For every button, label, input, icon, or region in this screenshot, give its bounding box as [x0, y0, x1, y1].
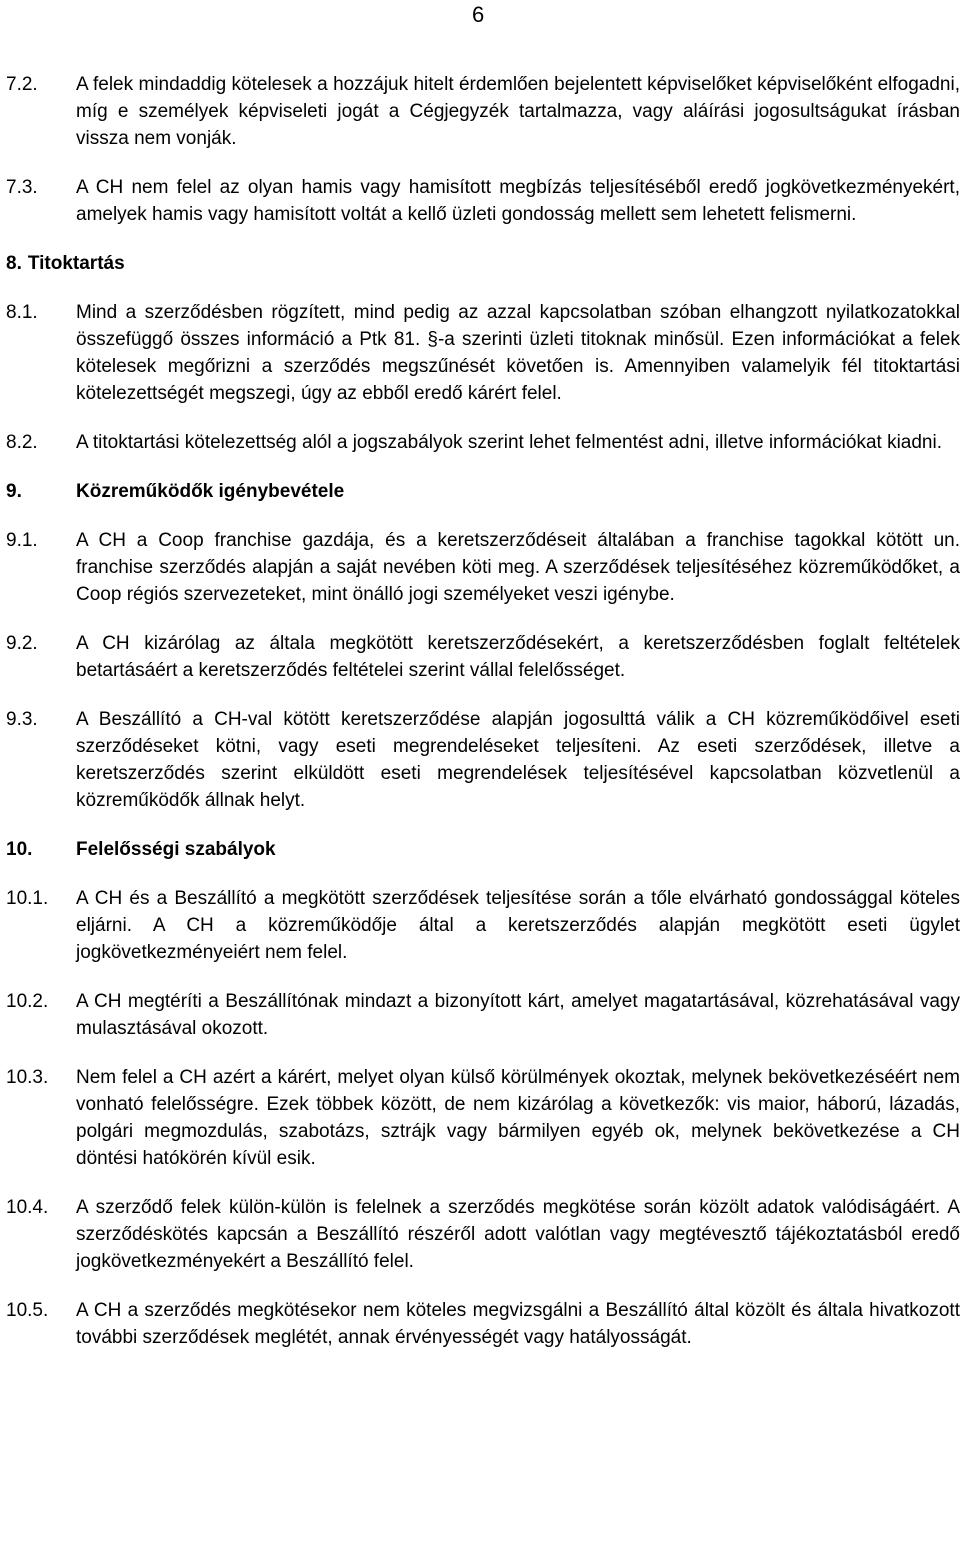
- clause-10-1: [6, 885, 960, 966]
- clause-number: 7.3.: [6, 177, 38, 198]
- section-number: 9.: [6, 481, 22, 502]
- clause-number: 9.1.: [6, 530, 38, 551]
- clause-9-2: [6, 630, 960, 684]
- clause-10-2: [6, 988, 960, 1042]
- clause-text: Nem felel a CH azért a kárért, melyet olyan külső körülmények okoztak, melynek bekövetkezéséért nem vonható felelősségre. Ezek többek között, de nem kizárólag a következők: vis maior, háború, lázadás, polgári megmozdulás, szabotázs, sztrájk vagy bármilyen egyéb ok, melynek bekövetkezése a CH döntési hatókörén kívül esik.: [76, 1067, 960, 1169]
- clause-text: A CH kizárólag az általa megkötött keretszerződésekért, a keretszerződésben foglalt feltételek betartásáért a keretszerződés feltételei szerint vállal felelősséget.: [76, 633, 960, 681]
- section-title: Felelősségi szabályok: [76, 839, 276, 860]
- document-body: [6, 71, 960, 1351]
- section-title: Titoktartás: [27, 253, 125, 274]
- clause-number: 9.2.: [6, 633, 38, 654]
- clause-7-3: [6, 174, 960, 228]
- clause-text: A titoktartási kötelezettség alól a jogszabályok szerint lehet felmentést adni, illetve információkat kiadni.: [76, 432, 943, 453]
- clause-text: Mind a szerződésben rögzített, mind pedig az azzal kapcsolatban szóban elhangzott nyilatkozatokkal összefüggő összes információ a Ptk 81. §-a szerinti üzleti titoknak minősül. Ezen információkat a felek kötelesek megőrizni a szerződés megszűnését követően is. Amennyiben valamelyik fél titoktartási kötelezettségét megszegi, úgy az ebből eredő kárért felel.: [76, 302, 960, 404]
- page-number: 6: [472, 2, 485, 27]
- clause-10-5: [6, 1297, 960, 1351]
- clause-number: 10.5.: [6, 1300, 49, 1321]
- clause-text: A CH a szerződés megkötésekor nem köteles megvizsgálni a Beszállító által közölt és általa hivatkozott további szerződések meglétét, annak érvényességét vagy hatályosságát.: [76, 1300, 960, 1348]
- clause-text: A CH megtéríti a Beszállítónak mindazt a bizonyított kárt, amelyet magatartásával, közrehatásával vagy mulasztásával okozott.: [76, 991, 960, 1039]
- clause-text: A felek mindaddig kötelesek a hozzájuk hitelt érdemlően bejelentett képviselőket képviselőként elfogadni, míg e személyek képviseleti jogát a Cégjegyzék tartalmazza, vagy aláírási jogosultságukat írásban vissza nem vonják.: [76, 74, 960, 149]
- clause-9-3: [6, 706, 960, 814]
- clause-number: 10.3.: [6, 1067, 49, 1088]
- clause-9-1: [6, 527, 960, 608]
- clause-8-2: [6, 429, 960, 456]
- clause-number: 8.1.: [6, 302, 38, 323]
- clause-number: 7.2.: [6, 74, 38, 95]
- section-number: 10.: [6, 839, 33, 860]
- section-heading-9: [6, 478, 960, 505]
- section-heading-10: [6, 836, 960, 863]
- section-number: 8.: [6, 253, 22, 274]
- section-heading-8: [6, 250, 960, 277]
- clause-7-2: [6, 71, 960, 152]
- clause-text: A Beszállító a CH-val kötött keretszerződése alapján jogosulttá válik a CH közreműködőivel eseti szerződéseket kötni, vagy eseti megrendeléseket teljesíteni. Az eseti szerződések, illetve a keretszerződés szerint elküldött eseti megrendelések teljesítésével kapcsolatban közvetlenül a közreműködők állnak helyt.: [76, 709, 960, 811]
- clause-10-3: [6, 1064, 960, 1172]
- clause-number: 10.4.: [6, 1197, 49, 1218]
- clause-number: 10.1.: [6, 888, 49, 909]
- clause-text: A CH és a Beszállító a megkötött szerződések teljesítése során a tőle elvárható gondossággal köteles eljárni. A CH a közreműködője által a keretszerződés alapján megkötött eseti ügylet jogkövetkezményeiért nem felel.: [76, 888, 960, 963]
- section-title: Közreműködők igénybevétele: [76, 481, 345, 502]
- clause-text: A szerződő felek külön-külön is felelnek a szerződés megkötése során közölt adatok valódiságáért. A szerződéskötés kapcsán a Beszállító részéről adott valótlan vagy megtévesztő tájékoztatásból eredő jogkövetkezményekért a Beszállító felel.: [76, 1197, 960, 1272]
- clause-number: 10.2.: [6, 991, 49, 1012]
- clause-10-4: [6, 1194, 960, 1275]
- clause-8-1: [6, 299, 960, 407]
- clause-text: A CH a Coop franchise gazdája, és a keretszerződéseit általában a franchise tagokkal kötött un. franchise szerződés alapján a saját nevében köti meg. A szerződések teljesítéséhez közreműködőket, a Coop régiós szervezeteket, mint önálló jogi személyeket veszi igénybe.: [76, 530, 960, 605]
- clause-text: A CH nem felel az olyan hamis vagy hamisított megbízás teljesítéséből eredő jogkövetkezményekért, amelyek hamis vagy hamisított voltát a kellő üzleti gondosság mellett sem lehetett felismerni.: [76, 177, 960, 225]
- clause-number: 8.2.: [6, 432, 38, 453]
- clause-number: 9.3.: [6, 709, 38, 730]
